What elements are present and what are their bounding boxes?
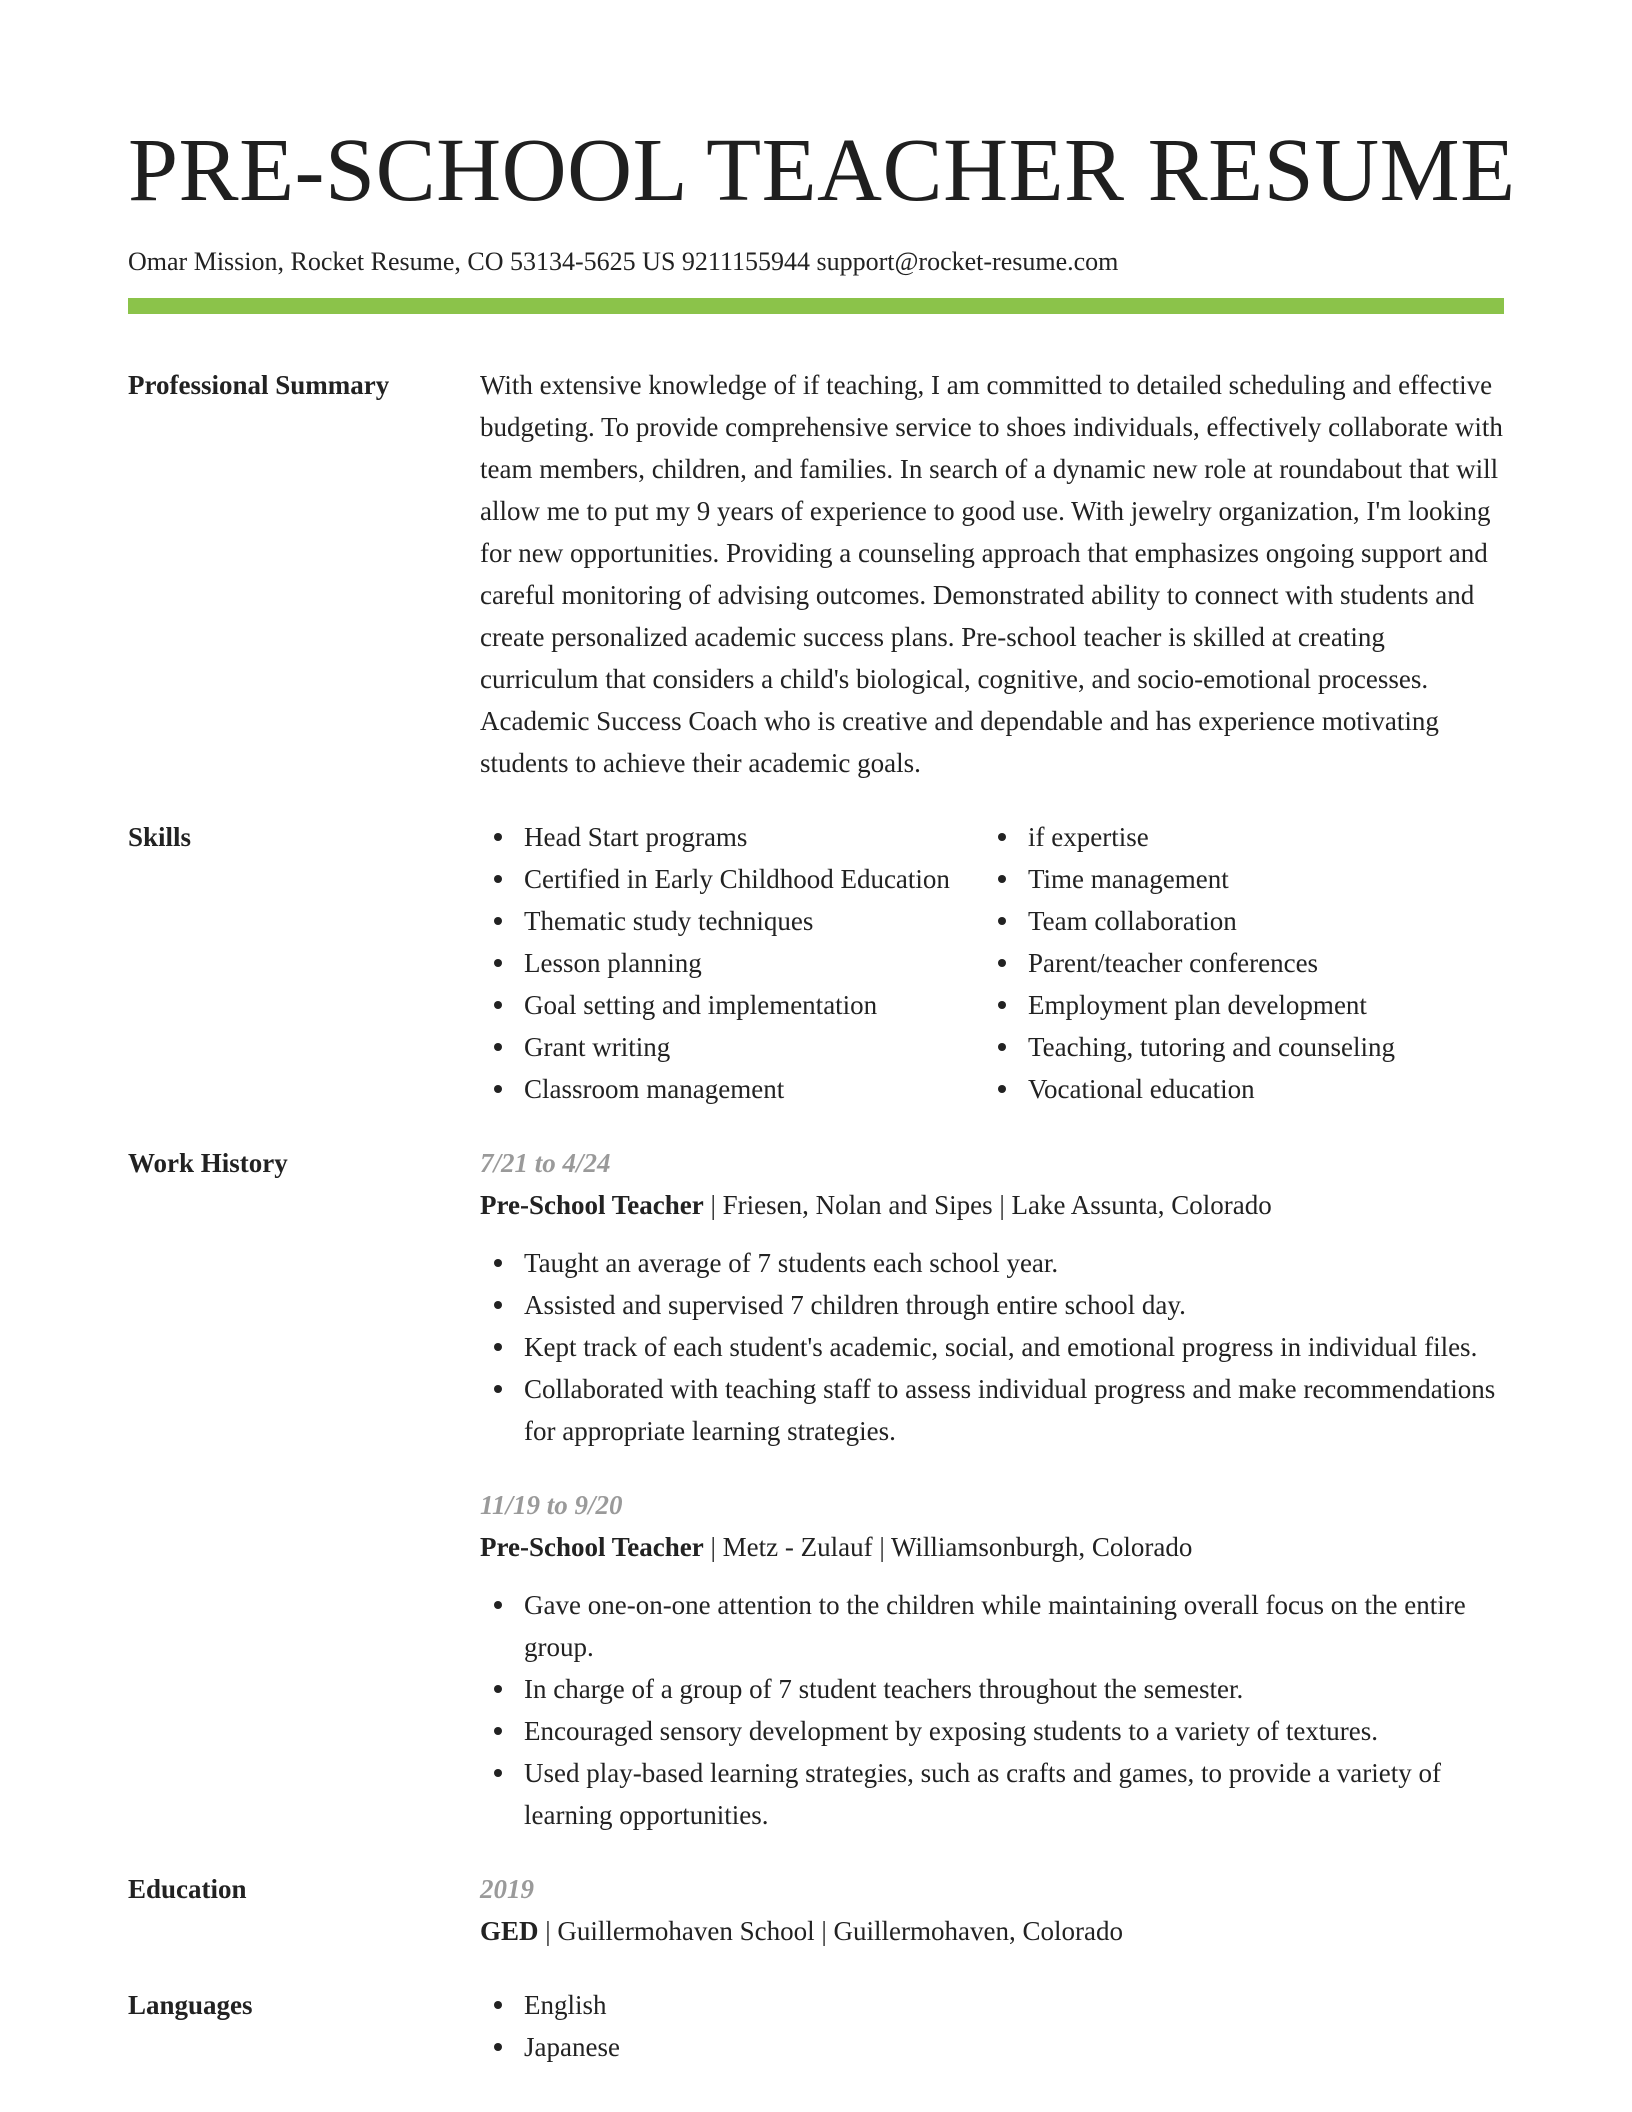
skill-item: Team collaboration: [984, 900, 1504, 942]
languages-section: [128, 1984, 1504, 2068]
job-entry: [480, 1142, 1504, 1452]
education-section: [128, 1868, 1504, 1952]
job-heading: [480, 1526, 1504, 1568]
job-bullet: Kept track of each student's academic, social, and emotional progress in individual files.: [480, 1326, 1504, 1368]
education-degree: GED: [480, 1916, 539, 1946]
skills-columns: [480, 816, 1504, 1110]
job-bullet: In charge of a group of 7 student teachers throughout the semester.: [480, 1668, 1504, 1710]
skills-list-left: [480, 816, 984, 1110]
work-history-body: [480, 1142, 1504, 1836]
job-bullets: [480, 1584, 1504, 1836]
skill-item: Goal setting and implementation: [480, 984, 984, 1026]
education-heading: [480, 1910, 1504, 1952]
skills-list-right: [984, 816, 1504, 1110]
education-body: [480, 1868, 1504, 1952]
job-entry: [480, 1484, 1504, 1836]
skill-item: if expertise: [984, 816, 1504, 858]
job-title: Pre-School Teacher: [480, 1532, 704, 1562]
resume-title: PRE-SCHOOL TEACHER RESUME: [128, 121, 1516, 220]
skill-item: Time management: [984, 858, 1504, 900]
skill-item: Grant writing: [480, 1026, 984, 1068]
skill-item: Head Start programs: [480, 816, 984, 858]
skill-item: Lesson planning: [480, 942, 984, 984]
summary-body: [480, 364, 1504, 784]
section-label-languages: Languages: [128, 1990, 253, 2020]
languages-list: [480, 1984, 1504, 2068]
job-bullet: Used play-based learning strategies, such as crafts and games, to provide a variety of learning opportunities.: [480, 1752, 1504, 1836]
job-bullets: [480, 1242, 1504, 1452]
skill-item: Vocational education: [984, 1068, 1504, 1110]
job-bullet: Taught an average of 7 students each school year.: [480, 1242, 1504, 1284]
resume-page: [128, 0, 1516, 2068]
contact-line: Omar Mission, Rocket Resume, CO 53134-5625 US 9211155944 support@rocket-resume.com: [128, 247, 1119, 276]
summary-text: With extensive knowledge of if teaching, I am committed to detailed scheduling and effective budgeting. To provide comprehensive service to shoes individuals, effectively collaborate with team members, children, and families. In search of a dynamic new role at roundabout that will allow me to put my 9 years of experience to good use. With jewelry organization, I'm looking for new opportunities. Providing a counseling approach that emphasizes ongoing support and careful monitoring of advising outcomes. Demonstrated ability to connect with students and create personalized academic success plans. Pre-school teacher is skilled at creating curriculum that considers a child's biological, cognitive, and socio-emotional processes. Academic Success Coach who is creative and dependable and has experience motivating students to achieve their academic goals.: [480, 370, 1503, 778]
job-title: Pre-School Teacher: [480, 1190, 704, 1220]
skill-item: Teaching, tutoring and counseling: [984, 1026, 1504, 1068]
language-item: Japanese: [480, 2026, 1504, 2068]
job-bullet: Encouraged sensory development by exposing students to a variety of textures.: [480, 1710, 1504, 1752]
language-item: English: [480, 1984, 1504, 2026]
accent-divider: [128, 298, 1504, 314]
job-date: 11/19 to 9/20: [480, 1490, 623, 1520]
job-heading: [480, 1184, 1504, 1226]
skill-item: Certified in Early Childhood Education: [480, 858, 984, 900]
skills-section: [128, 816, 1504, 1110]
job-date: 7/21 to 4/24: [480, 1148, 611, 1178]
section-label-work: Work History: [128, 1148, 288, 1178]
skill-item: Parent/teacher conferences: [984, 942, 1504, 984]
section-label-summary: Professional Summary: [128, 370, 390, 400]
section-label-education: Education: [128, 1874, 247, 1904]
summary-section: [128, 364, 1504, 784]
job-details: | Friesen, Nolan and Sipes | Lake Assunta, Colorado: [703, 1190, 1272, 1220]
skill-item: Employment plan development: [984, 984, 1504, 1026]
job-bullet: Assisted and supervised 7 children through entire school day.: [480, 1284, 1504, 1326]
section-label-skills: Skills: [128, 822, 192, 852]
job-details: | Metz - Zulauf | Williamsonburgh, Colorado: [703, 1532, 1193, 1562]
skill-item: Classroom management: [480, 1068, 984, 1110]
job-bullet: Gave one-on-one attention to the children while maintaining overall focus on the entire group.: [480, 1584, 1504, 1668]
education-details: | Guillermohaven School | Guillermohaven, Colorado: [538, 1916, 1123, 1946]
skill-item: Thematic study techniques: [480, 900, 984, 942]
languages-body: [480, 1984, 1504, 2068]
education-date: 2019: [480, 1874, 534, 1904]
work-history-section: [128, 1142, 1504, 1836]
job-bullet: Collaborated with teaching staff to assess individual progress and make recommendations for appropriate learning strategies.: [480, 1368, 1504, 1452]
